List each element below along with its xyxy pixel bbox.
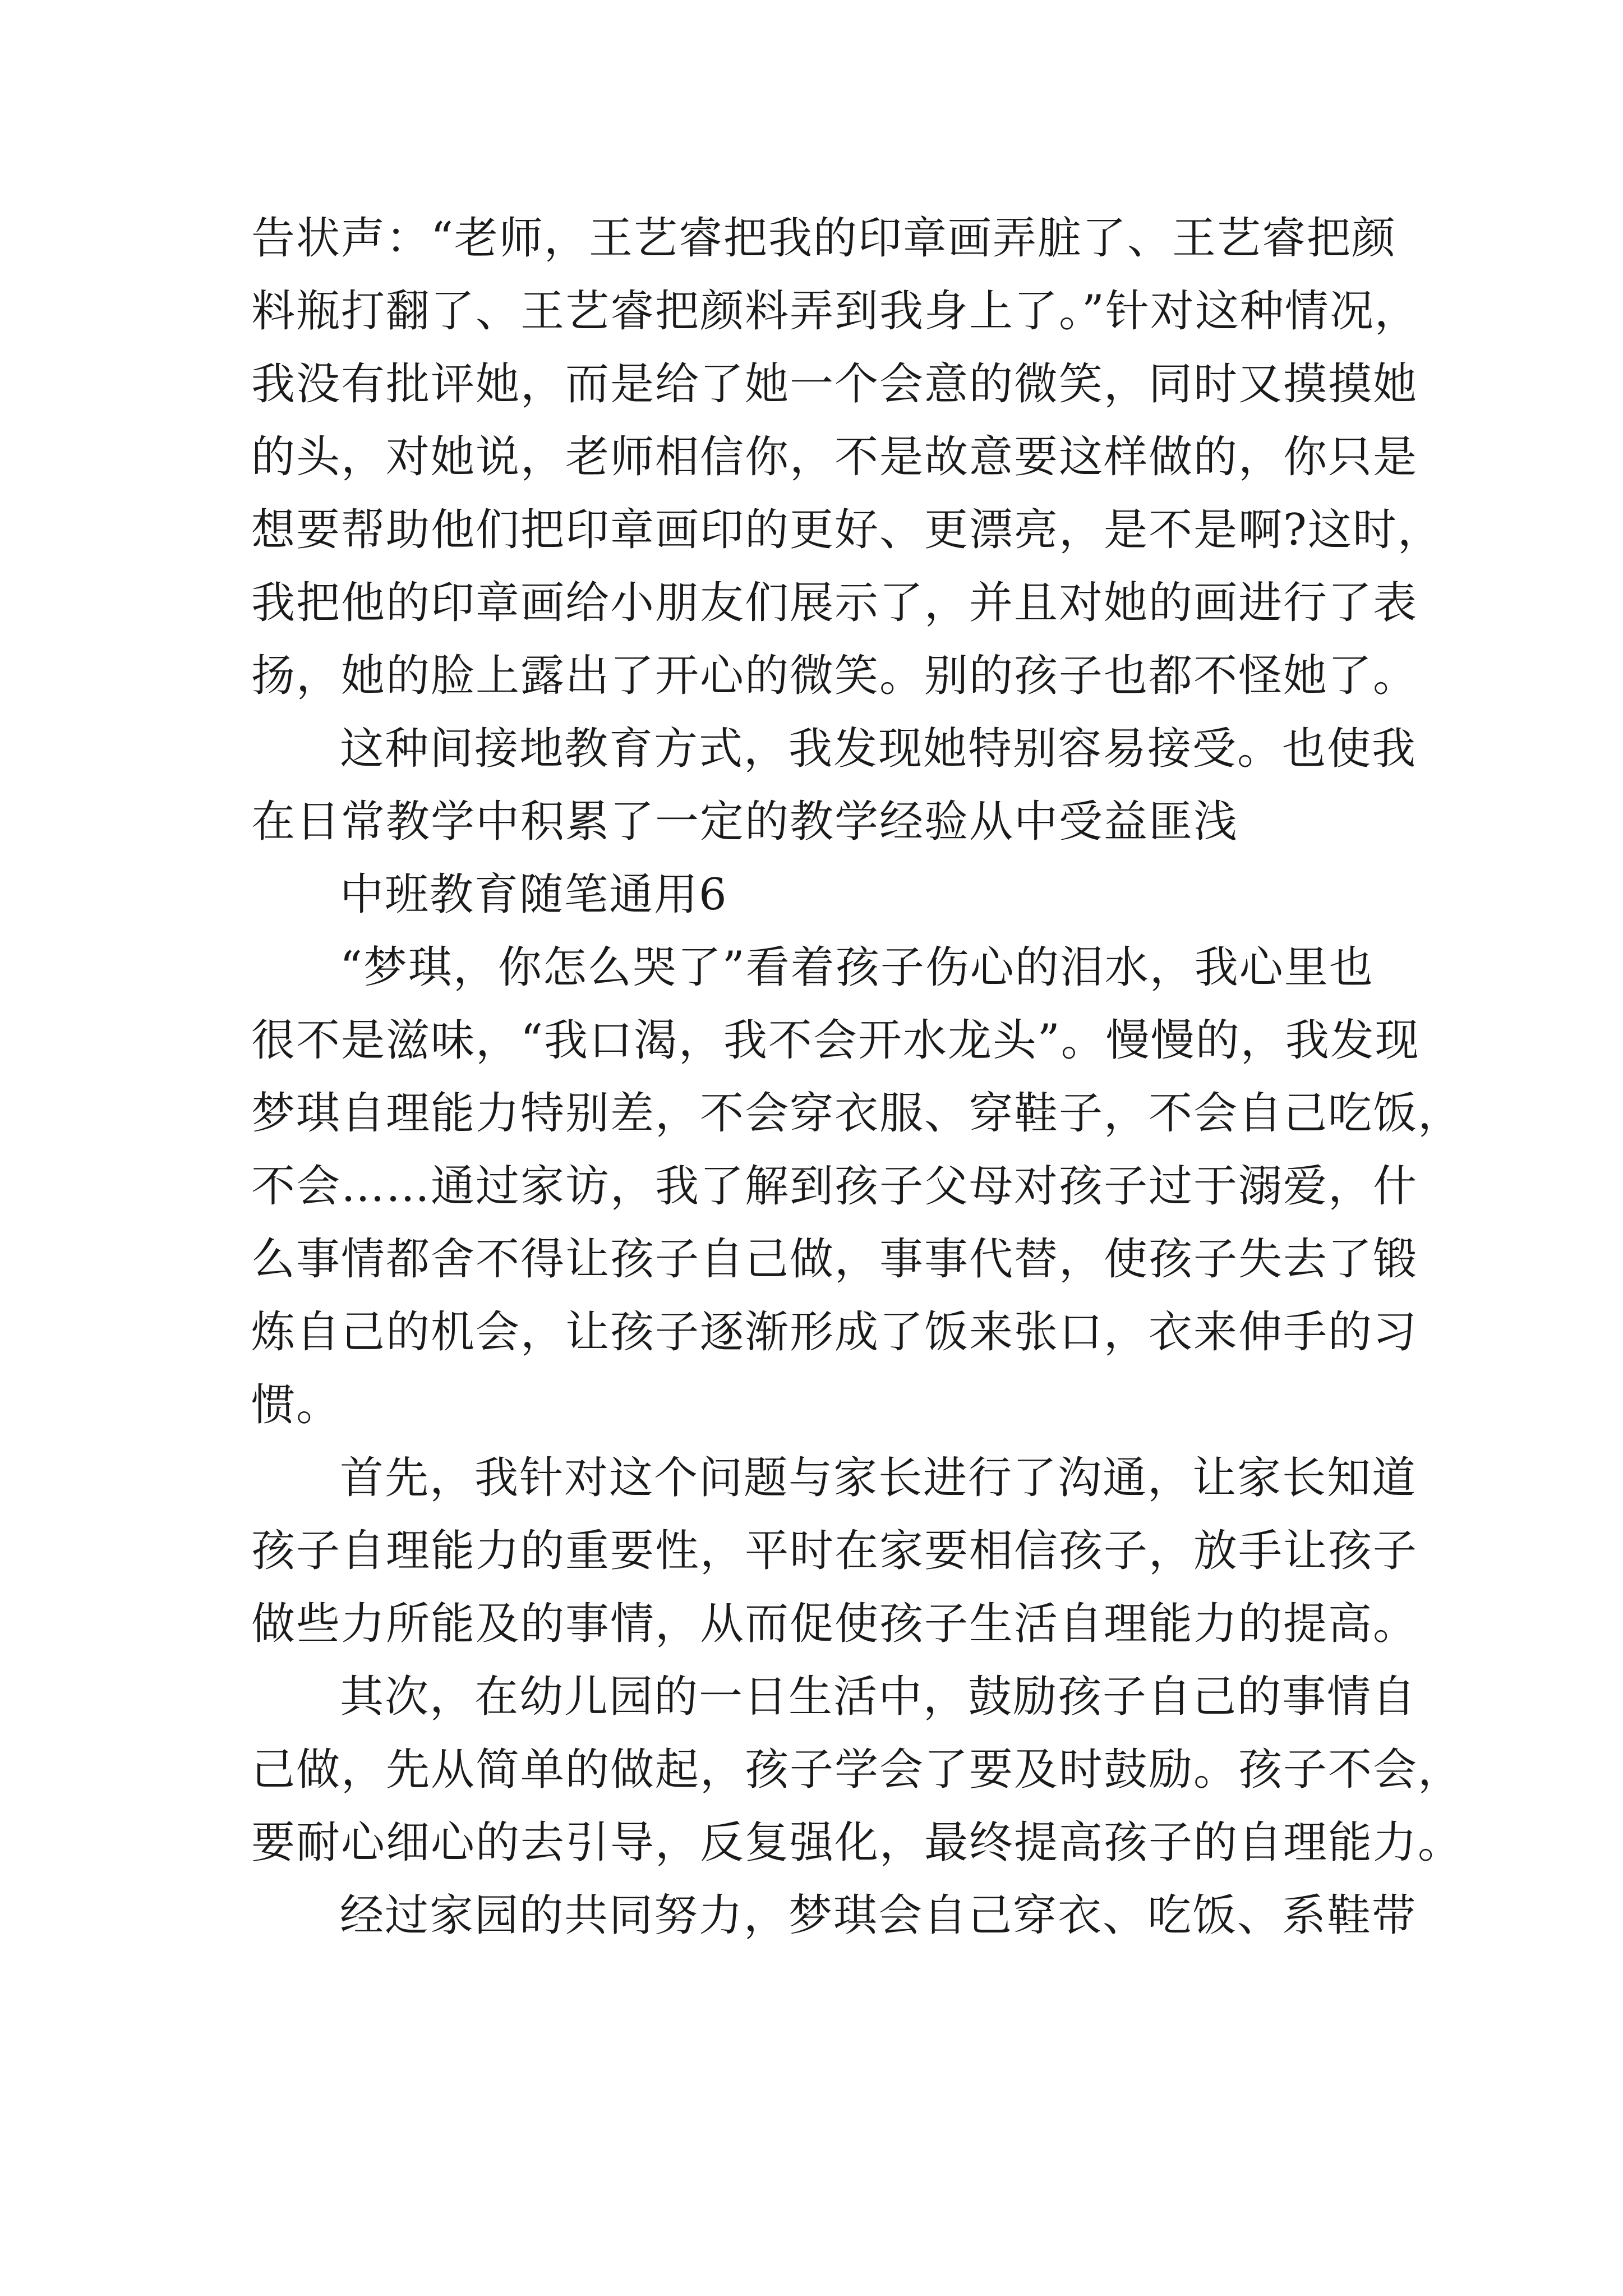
text-line: 己做，先从简单的做起，孩子学会了要及时鼓励。孩子不会， [251,1745,1463,1795]
paragraph [251,1660,1463,1879]
text-line: 在日常教学中积累了一定的教学经验从中受益匪浅 [251,797,1239,847]
text-line: 做些力所能及的事情，从而促使孩子生活自理能力的提高。 [251,1599,1418,1649]
text-line: 孩子自理能力的重要性，平时在家要相信孩子，放手让孩子 [251,1526,1418,1576]
text-line: 炼自己的机会，让孩子逐渐形成了饭来张口，衣来伸手的习 [251,1307,1418,1358]
text-line: “梦琪，你怎么哭了”看着孩子伤心的泪水，我心里也 [340,942,1374,993]
text-line: 其次，在幼儿园的一日生活中，鼓励孩子自己的事情自 [340,1672,1417,1722]
text-line: 我没有批评她，而是给了她一个会意的微笑，同时又摸摸她 [251,359,1418,409]
text-line: 经过家园的共同努力，梦琪会自己穿衣、吃饭、系鞋带 [340,1890,1417,1941]
paragraph [251,202,1442,712]
text-line: 要耐心细心的去引导，反复强化，最终提高孩子的自理能力。 [251,1818,1463,1868]
paragraph [251,1879,1417,1952]
text-line: 么事情都舍不得让孩子自己做，事事代替，使孩子失去了锻 [251,1234,1418,1285]
text-line: 料瓶打翻了、王艺睿把颜料弄到我身上了。”针对这种情况， [251,286,1419,337]
text-line: 我把他的印章画给小朋友们展示了，并且对她的画进行了表 [251,578,1418,628]
text-line: 告状声：“老师，王艺睿把我的印章画弄脏了、王艺睿把颜 [251,213,1396,264]
paragraph [251,931,1463,1442]
text-line: 很不是滋味，“我口渴，我不会开水龙头”。慢慢的，我发现 [251,1015,1420,1066]
text-line: 不会……通过家访，我了解到孩子父母对孩子过于溺爱，什 [251,1161,1418,1212]
text-line: 扬，她的脸上露出了开心的微笑。别的孩子也都不怪她了。 [251,651,1418,701]
text-line: 这种间接地教育方式，我发现她特别容易接受。也使我 [340,724,1417,774]
paragraph [251,1442,1418,1660]
text-line: 想要帮助他们把印章画印的更好、更漂亮，是不是啊?这时， [251,505,1442,555]
paragraph [251,712,1417,858]
text-line: 梦琪自理能力特别差，不会穿衣服、穿鞋子，不会自己吃饭， [251,1088,1463,1139]
text-line: 惯。 [251,1380,342,1430]
heading-text: 中班教育随笔通用6 [340,869,728,920]
document-body [251,202,1463,1952]
section-heading [251,858,1395,931]
text-line: 首先，我针对这个问题与家长进行了沟通，让家长知道 [340,1453,1417,1503]
text-line: 的头，对她说，老师相信你，不是故意要这样做的，你只是 [251,432,1418,482]
